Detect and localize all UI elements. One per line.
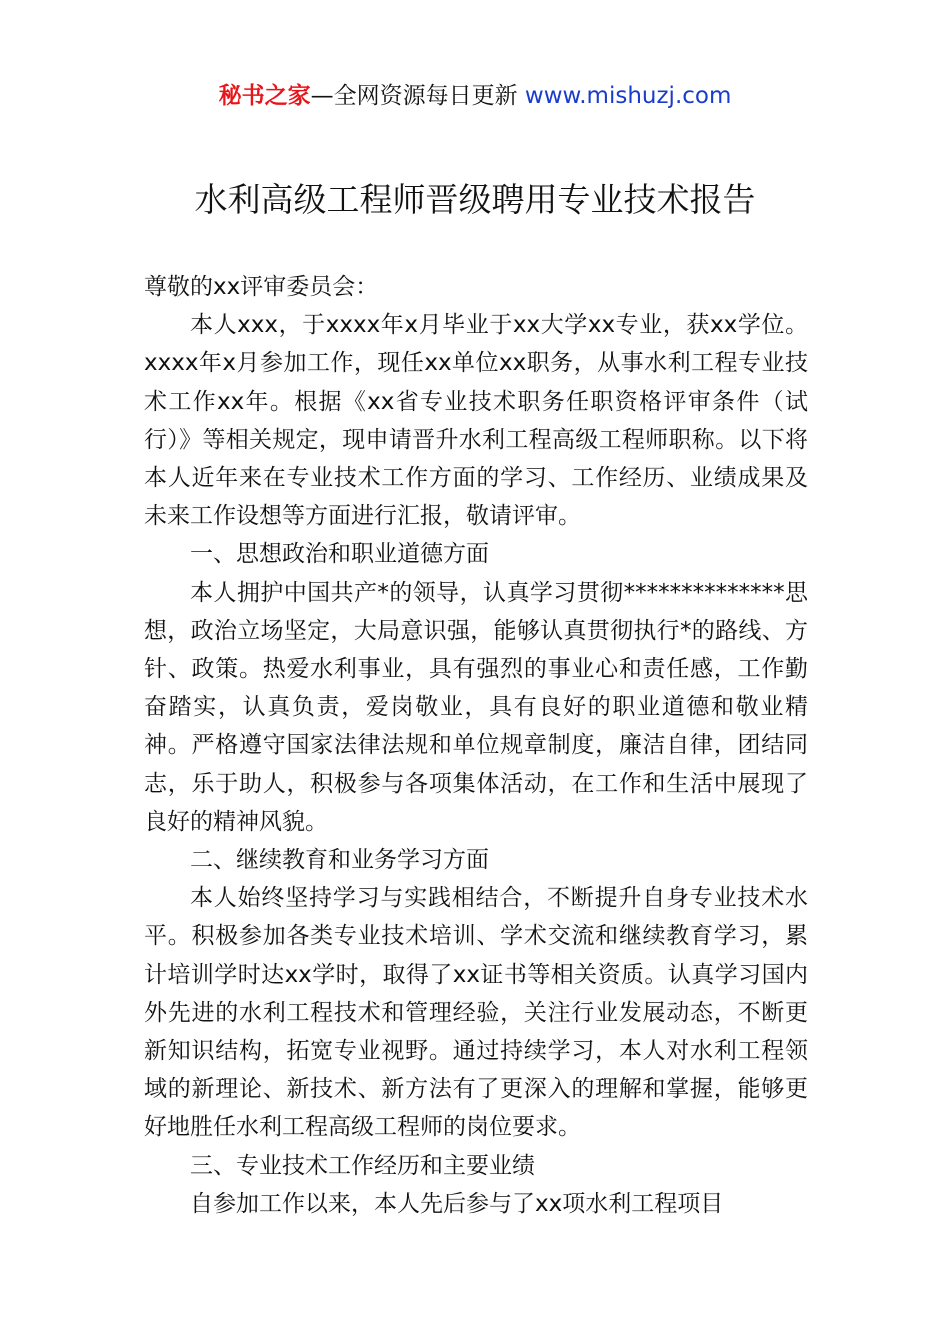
site-url-link[interactable]: www.mishuzj.com: [524, 83, 732, 109]
salutation: 尊敬的xx评审委员会：: [144, 274, 379, 300]
document-body: [144, 268, 808, 1223]
site-slogan: —全网资源每日更新: [310, 83, 525, 109]
site-header: [0, 80, 950, 112]
intro-paragraph: 本人xxx，于xxxx年x月毕业于xx大学xx专业，获xx学位。xxxx年x月参加工作，现任xx单位xx职务，从事水利工程专业技术工作xx年。根据《xx省专业技术职务任职资格评审条件（试行）》等相关规定，现申请晋升水利工程高级工程师职称。以下将本人近年来在专业技术工作方面的学习、工作经历、业绩成果及未来工作设想等方面进行汇报，敬请评审。: [144, 312, 808, 530]
site-brand: 秘书之家: [218, 83, 311, 109]
section-paragraph-1: 本人拥护中国共产*的领导，认真学习贯彻**************思想，政治立场坚定，大局意识强，能够认真贯彻执行*的路线、方针、政策。热爱水利事业，具有强烈的事业心和责任感，工作勤奋踏实，认真负责，爱岗敬业，具有良好的职业道德和敬业精神。严格遵守国家法律法规和单位规章制度，廉洁自律，团结同志，乐于助人，积极参与各项集体活动，在工作和生活中展现了良好的精神风貌。: [144, 579, 808, 835]
section-heading-1: 一、思想政治和职业道德方面: [190, 541, 489, 568]
document-title: 水利高级工程师晋级聘用专业技术报告: [194, 180, 756, 219]
section-paragraph-2: 本人始终坚持学习与实践相结合，不断提升自身专业技术水平。积极参加各类专业技术培训、学术交流和继续教育学习，累计培训学时达xx学时，取得了xx证书等相关资质。认真学习国内外先进的水利工程技术和管理经验，关注行业发展动态，不断更新知识结构，拓宽专业视野。通过持续学习，本人对水利工程领域的新理论、新技术、新方法有了更深入的理解和掌握，能够更好地胜任水利工程高级工程师的岗位要求。: [144, 885, 808, 1141]
section-heading-2: 二、继续教育和业务学习方面: [190, 847, 489, 874]
section-paragraph-3: 自参加工作以来，本人先后参与了xx项水利工程项目: [190, 1190, 724, 1217]
section-heading-3: 三、专业技术工作经历和主要业绩: [190, 1152, 535, 1179]
